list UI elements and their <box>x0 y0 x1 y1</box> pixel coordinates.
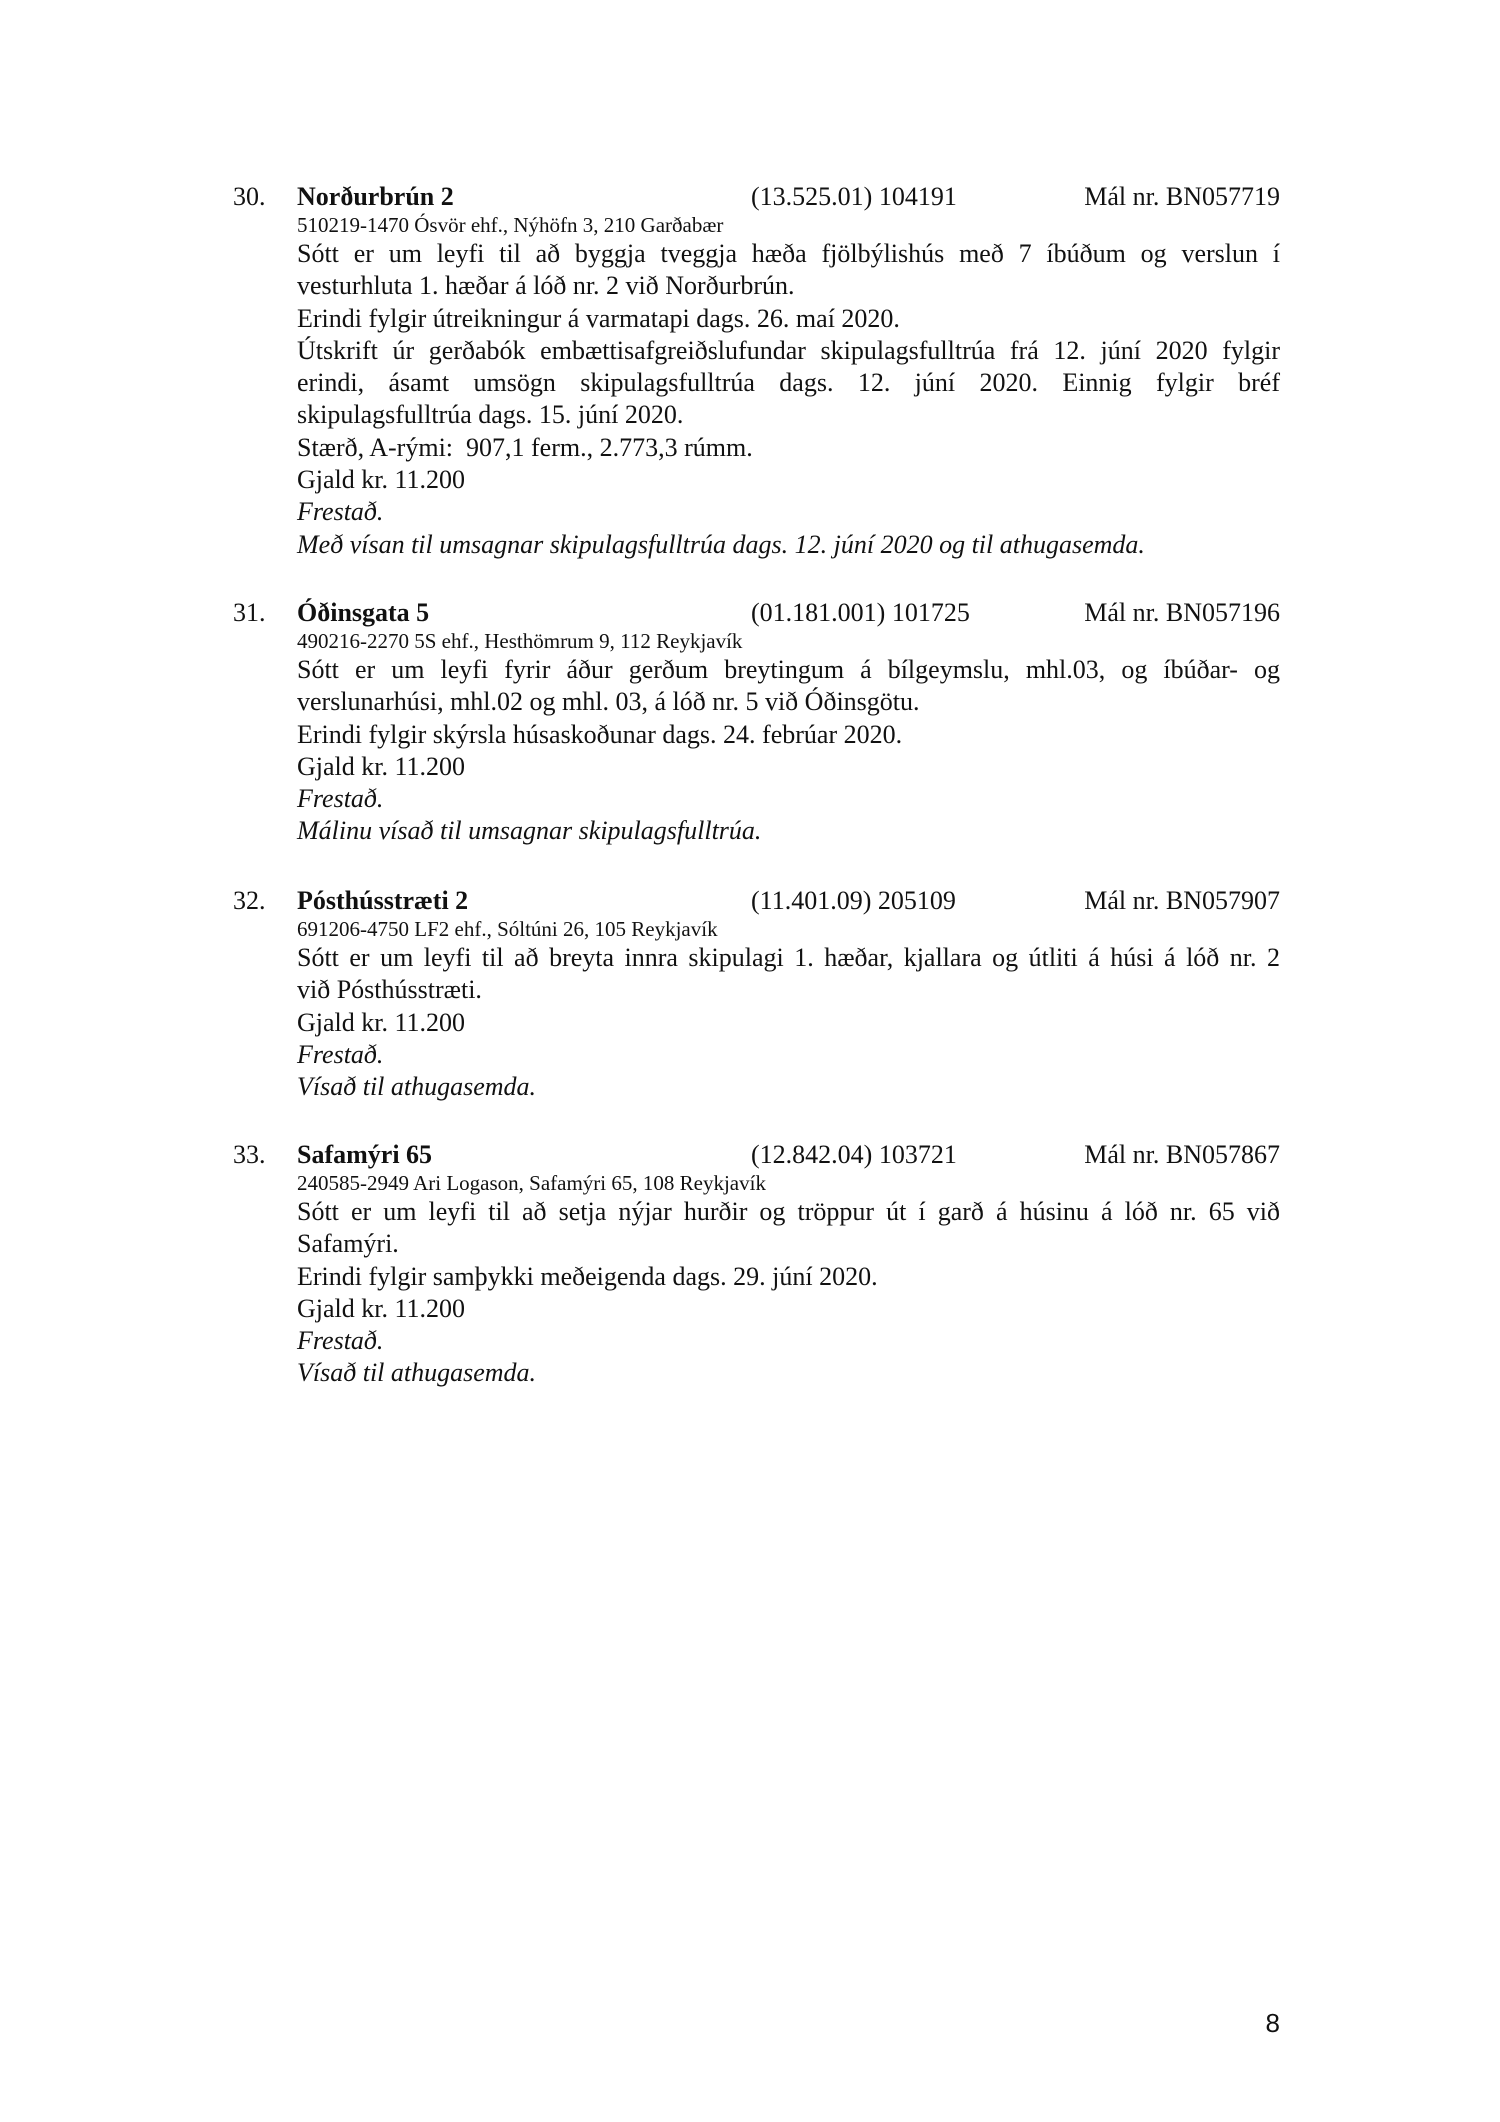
decision-status: Frestað. <box>297 1039 384 1069</box>
property-name: Óðinsgata 5 <box>297 598 430 627</box>
applicant: 691206-4750 LF2 ehf., Sóltúni 26, 105 Reykjavík <box>297 917 718 941</box>
case-header <box>233 884 1280 917</box>
applicant: 240585-2949 Ari Logason, Safamýri 65, 108 Reykjavík <box>297 1171 766 1195</box>
property-name: Safamýri 65 <box>297 1140 433 1169</box>
description-line: Erindi fylgir samþykki meðeigenda dags. 29. júní 2020. <box>297 1261 878 1291</box>
land-number: (12.842.04) 103721 <box>751 1140 957 1169</box>
description-line: við Pósthússtræti. <box>297 975 482 1005</box>
description-line: Erindi fylgir útreikningur á varmatapi dags. 26. maí 2020. <box>297 303 900 333</box>
decision-note: Vísað til athugasemda. <box>297 1072 537 1102</box>
applicant: 490216-2270 5S ehf., Hesthömrum 9, 112 Reykjavík <box>297 629 743 653</box>
decision-note: Málinu vísað til umsagnar skipulagsfulltrúa. <box>297 816 762 846</box>
description-line: Sótt er um leyfi til að setja nýjar hurðir og tröppur út í garð á húsinu á lóð nr. 65 við <box>297 1197 1280 1226</box>
description-line: Safamýri. <box>297 1229 399 1259</box>
description-line: Sótt er um leyfi fyrir áður gerðum breytingum á bílgeymslu, mhl.03, og íbúðar- og <box>297 655 1280 684</box>
case-number: 33. <box>233 1140 266 1169</box>
case-number: 30. <box>233 182 266 211</box>
case-id: Mál nr. BN057867 <box>1084 1140 1280 1169</box>
case-body <box>297 1171 1280 1390</box>
description-line: erindi, ásamt umsögn skipulagsfulltrúa dags. 12. júní 2020. Einnig fylgir bréf <box>297 368 1280 398</box>
description-line: Stærð, A-rými: 907,1 ferm., 2.773,3 rúmm. <box>297 432 753 462</box>
fee-line: Gjald kr. 11.200 <box>297 465 466 495</box>
description-line: Útskrift úr gerðabók embættisafgreiðslufundar skipulagsfulltrúa frá 12. júní 2020 fylgir <box>297 335 1280 365</box>
decision-note: Vísað til athugasemda. <box>297 1358 537 1388</box>
land-number: (11.401.09) 205109 <box>751 886 956 915</box>
description-line: Sótt er um leyfi til að breyta innra skipulagi 1. hæðar, kjallara og útliti á húsi á lóð nr. 2 <box>297 943 1280 972</box>
description-line: Sótt er um leyfi til að byggja tveggja hæða fjölbýlishús með 7 íbúðum og verslun í <box>297 239 1280 268</box>
land-number: (13.525.01) 104191 <box>751 182 957 211</box>
case-item <box>233 1138 1280 1390</box>
description-line: verslunarhúsi, mhl.02 og mhl. 03, á lóð nr. 5 við Óðinsgötu. <box>297 687 920 717</box>
page-number: 8 <box>1265 2008 1280 2038</box>
land-number: (01.181.001) 101725 <box>751 598 970 627</box>
decision-status: Frestað. <box>297 784 384 814</box>
decision-note: Með vísan til umsagnar skipulagsfulltrúa dags. 12. júní 2020 og til athugasemda. <box>297 529 1145 559</box>
case-item <box>233 180 1280 561</box>
case-id: Mál nr. BN057196 <box>1084 598 1280 627</box>
fee-line: Gjald kr. 11.200 <box>297 1007 466 1037</box>
fee-line: Gjald kr. 11.200 <box>297 751 466 781</box>
case-id: Mál nr. BN057719 <box>1084 182 1280 211</box>
decision-status: Frestað. <box>297 1326 384 1356</box>
decision-status: Frestað. <box>297 497 384 527</box>
description-line: Erindi fylgir skýrsla húsaskoðunar dags. 24. febrúar 2020. <box>297 719 903 749</box>
case-header <box>233 1138 1280 1171</box>
property-name: Norðurbrún 2 <box>297 182 454 211</box>
case-body <box>297 629 1280 848</box>
fee-line: Gjald kr. 11.200 <box>297 1293 466 1323</box>
property-name: Pósthússtræti 2 <box>297 886 469 915</box>
description-line: vesturhluta 1. hæðar á lóð nr. 2 við Norðurbrún. <box>297 271 795 301</box>
case-body <box>297 213 1280 561</box>
case-number: 31. <box>233 598 266 627</box>
case-header <box>233 596 1280 629</box>
case-header <box>233 180 1280 213</box>
applicant: 510219-1470 Ósvör ehf., Nýhöfn 3, 210 Garðabær <box>297 213 724 237</box>
case-item <box>233 884 1280 1103</box>
case-id: Mál nr. BN057907 <box>1084 886 1280 915</box>
case-item <box>233 596 1280 848</box>
case-body <box>297 917 1280 1103</box>
case-number: 32. <box>233 886 266 915</box>
description-line: skipulagsfulltrúa dags. 15. júní 2020. <box>297 400 684 430</box>
